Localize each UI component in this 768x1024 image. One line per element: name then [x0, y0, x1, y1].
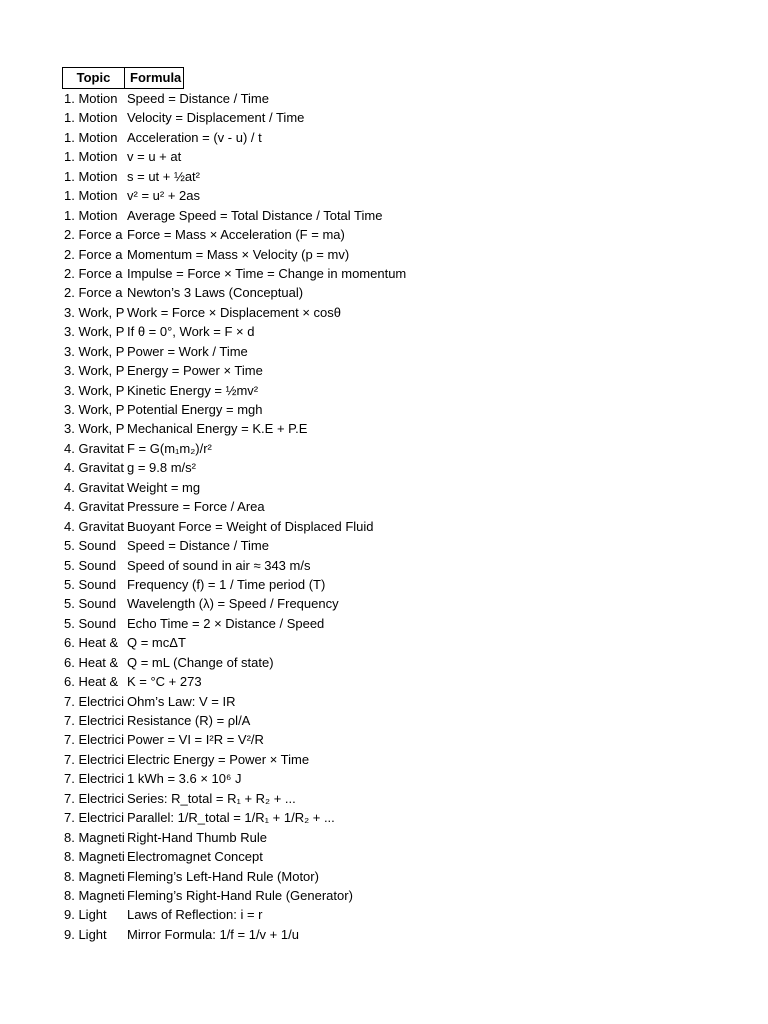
table-row	[62, 206, 702, 225]
topic-cell: 7. Electrici	[64, 790, 124, 806]
table-row	[62, 517, 702, 536]
table-row	[62, 128, 702, 147]
formula-cell: Ohm’s Law: V = IR	[127, 693, 236, 709]
topic-cell: 7. Electrici	[64, 732, 124, 748]
table-row	[62, 322, 702, 341]
topic-cell: 2. Force a	[64, 227, 123, 243]
topic-cell: 6. Heat &	[64, 635, 119, 651]
table-row	[62, 400, 702, 419]
formula-cell: Potential Energy = mgh	[127, 402, 263, 417]
topic-cell: 3. Work, P	[64, 343, 125, 359]
topic-cell: 3. Work, P	[64, 363, 125, 379]
formula-cell: Electromagnet Concept	[127, 849, 263, 865]
table-row	[62, 692, 702, 711]
topic-cell: 5. Sound	[64, 615, 117, 631]
topic-cell: 2. Force a	[64, 246, 123, 262]
column-header-topic: Topic	[62, 67, 125, 89]
formula-cell: Speed = Distance / Time	[127, 91, 269, 106]
topic-cell: 8. Magneti	[64, 868, 125, 884]
formula-cell: Speed = Distance / Time	[127, 538, 269, 554]
table-row	[62, 536, 702, 555]
formula-cell: v² = u² + 2as	[127, 188, 200, 204]
topic-cell: 3. Work, P	[64, 324, 125, 340]
topic-cell: 3. Work, P	[64, 402, 125, 417]
formula-cell: Power = Work / Time	[127, 343, 248, 359]
table-row	[62, 225, 702, 244]
formula-cell: Work = Force × Displacement × cosθ	[127, 304, 341, 320]
table-row	[62, 283, 702, 302]
table-row	[62, 614, 702, 633]
formula-cell: s = ut + ½at²	[127, 168, 200, 184]
formula-cell: Wavelength (λ) = Speed / Frequency	[127, 596, 339, 612]
topic-cell: 4. Gravitat	[64, 518, 124, 534]
topic-cell: 2. Force a	[64, 265, 123, 281]
table-row	[62, 342, 702, 361]
table-row	[62, 245, 702, 264]
topic-cell: 1. Motion	[64, 188, 118, 204]
topic-cell: 4. Gravitat	[64, 460, 124, 476]
topic-cell: 6. Heat &	[64, 674, 119, 690]
formula-cell: Mechanical Energy = K.E + P.E	[127, 421, 308, 437]
topic-cell: 3. Work, P	[64, 304, 125, 320]
table-row	[62, 497, 702, 516]
formula-cell: Mirror Formula: 1/f = 1/v + 1/u	[127, 926, 299, 942]
table-row	[62, 925, 702, 944]
table-row	[62, 381, 702, 400]
table-row	[62, 556, 702, 575]
topic-cell: 1. Motion	[64, 91, 118, 106]
formula-cell: Pressure = Force / Area	[127, 499, 265, 515]
table-row	[62, 108, 702, 127]
formula-cell: Impulse = Force × Time = Change in momentum	[127, 265, 407, 281]
formula-cell: Electric Energy = Power × Time	[127, 751, 310, 767]
formula-cell: Momentum = Mass × Velocity (p = mv)	[127, 246, 350, 262]
table-row	[62, 886, 702, 905]
formula-cell: Power = VI = I²R = V²/R	[127, 732, 264, 748]
formula-cell: Fleming’s Left-Hand Rule (Motor)	[127, 868, 319, 884]
topic-cell: 7. Electrici	[64, 713, 124, 728]
formula-cell: Velocity = Displacement / Time	[127, 110, 305, 126]
formula-cell: Resistance (R) = ρl/A	[127, 713, 251, 728]
topic-cell: 9. Light	[64, 926, 107, 942]
formula-cell: Speed of sound in air ≈ 343 m/s	[127, 557, 311, 573]
topic-cell: 4. Gravitat	[64, 499, 124, 515]
table-row	[62, 575, 702, 594]
table-row	[62, 478, 702, 497]
table-row	[62, 847, 702, 866]
table-row	[62, 361, 702, 380]
formula-cell: Acceleration = (v - u) / t	[127, 129, 262, 145]
table-row	[62, 439, 702, 458]
table-row	[62, 905, 702, 924]
topic-cell: 1. Motion	[64, 129, 118, 145]
topic-cell: 5. Sound	[64, 596, 117, 612]
table-row	[62, 789, 702, 808]
table-row	[62, 186, 702, 205]
formula-cell: K = °C + 273	[127, 674, 202, 690]
topic-cell: 7. Electrici	[64, 771, 124, 787]
topic-cell: 1. Motion	[64, 207, 118, 223]
formula-cell: Right-Hand Thumb Rule	[127, 829, 267, 845]
topic-cell: 3. Work, P	[64, 382, 125, 398]
table-row	[62, 167, 702, 186]
topic-cell: 4. Gravitat	[64, 479, 124, 495]
formula-cell: Q = mL (Change of state)	[127, 654, 274, 670]
column-header-formula: Formula	[124, 67, 184, 89]
topic-cell: 1. Motion	[64, 149, 118, 165]
formula-cell: Weight = mg	[127, 479, 201, 495]
topic-cell: 8. Magneti	[64, 829, 125, 845]
table-row	[62, 89, 702, 108]
table-row	[62, 594, 702, 613]
formula-cell: If θ = 0°, Work = F × d	[127, 324, 255, 340]
formula-cell: Series: R_total = R₁ + R₂ + ...	[127, 790, 296, 806]
table-header-row	[62, 67, 702, 89]
formula-cell: g = 9.8 m/s²	[127, 460, 196, 476]
table-row	[62, 458, 702, 477]
topic-cell: 6. Heat &	[64, 654, 119, 670]
table-row	[62, 264, 702, 283]
table-row	[62, 730, 702, 749]
table-row	[62, 672, 702, 691]
table-row	[62, 867, 702, 886]
topic-cell: 5. Sound	[64, 576, 117, 592]
table-row	[62, 769, 702, 788]
table-row	[62, 147, 702, 166]
topic-cell: 5. Sound	[64, 538, 117, 554]
topic-cell: 7. Electrici	[64, 810, 124, 826]
topic-cell: 1. Motion	[64, 110, 118, 126]
formula-cell: Echo Time = 2 × Distance / Speed	[127, 615, 325, 631]
topic-cell: 4. Gravitat	[64, 440, 124, 456]
table-row	[62, 633, 702, 652]
table-row	[62, 653, 702, 672]
table-row	[62, 303, 702, 322]
table-row	[62, 711, 702, 730]
table-row	[62, 750, 702, 769]
topic-cell: 9. Light	[64, 907, 107, 923]
formula-cell: 1 kWh = 3.6 × 10⁶ J	[127, 771, 242, 787]
topic-cell: 7. Electrici	[64, 693, 124, 709]
topic-cell: 7. Electrici	[64, 751, 124, 767]
formula-cell: Fleming’s Right-Hand Rule (Generator)	[127, 887, 353, 903]
topic-cell: 3. Work, P	[64, 421, 125, 437]
table-row	[62, 828, 702, 847]
table-row	[62, 419, 702, 438]
formula-cell: F = G(m₁m₂)/r²	[127, 440, 212, 456]
topic-cell: 1. Motion	[64, 168, 118, 184]
formula-cell: Energy = Power × Time	[127, 363, 263, 379]
formula-cell: Kinetic Energy = ½mv²	[127, 382, 259, 398]
table-body	[62, 89, 702, 944]
formula-cell: Laws of Reflection: i = r	[127, 907, 263, 923]
formula-table	[62, 67, 702, 944]
formula-cell: Newton’s 3 Laws (Conceptual)	[127, 285, 304, 301]
formula-cell: Q = mcΔT	[127, 635, 186, 651]
formula-cell: Frequency (f) = 1 / Time period (T)	[127, 576, 326, 592]
topic-cell: 8. Magneti	[64, 887, 125, 903]
topic-cell: 5. Sound	[64, 557, 117, 573]
table-row	[62, 808, 702, 827]
formula-cell: Parallel: 1/R_total = 1/R₁ + 1/R₂ + ...	[127, 810, 335, 826]
formula-cell: Force = Mass × Acceleration (F = ma)	[127, 227, 345, 243]
topic-cell: 2. Force a	[64, 285, 123, 301]
formula-cell: Buoyant Force = Weight of Displaced Fluid	[127, 518, 374, 534]
formula-cell: v = u + at	[127, 149, 182, 165]
topic-cell: 8. Magneti	[64, 849, 125, 865]
formula-cell: Average Speed = Total Distance / Total Time	[127, 207, 383, 223]
